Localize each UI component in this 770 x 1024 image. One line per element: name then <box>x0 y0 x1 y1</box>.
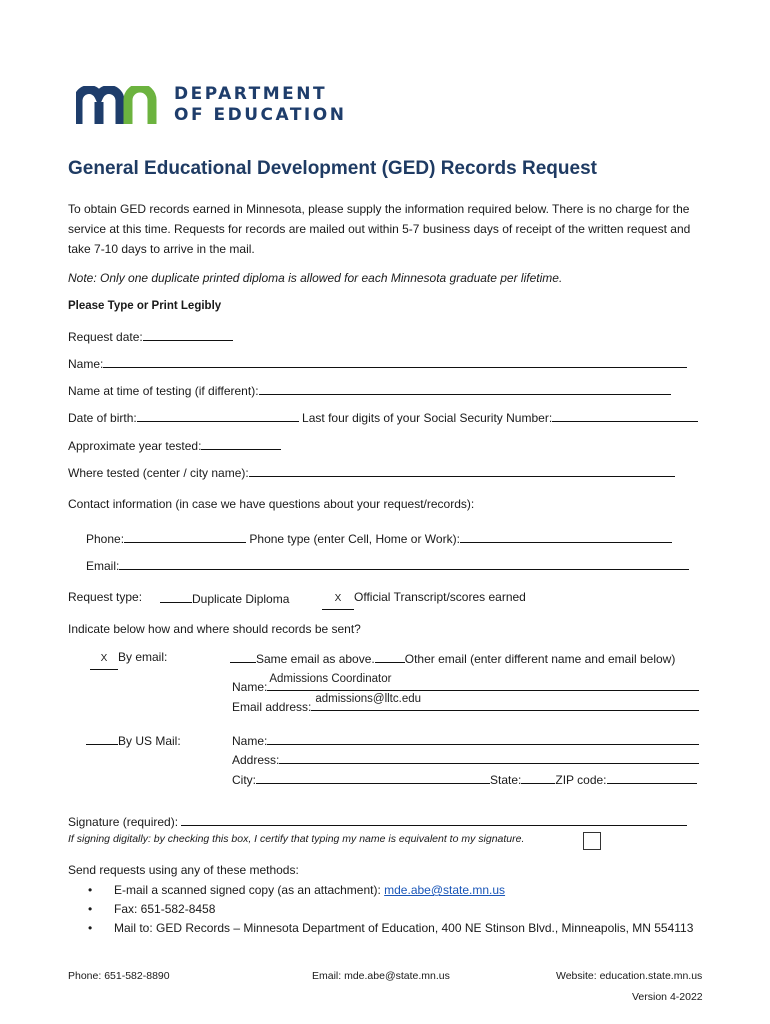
phone-row <box>86 530 672 546</box>
email-label: Email: <box>86 559 120 573</box>
send-fax-item: • Fax: 651-582-8458 <box>68 900 708 919</box>
ssn-label: Last four digits of your Social Security Number: <box>302 411 553 425</box>
other-email-label: Other email (enter different name and email below) <box>404 652 676 666</box>
by-us-mail-field[interactable] <box>86 732 118 745</box>
please-print-heading: Please Type or Print Legibly <box>68 300 222 312</box>
email-address-label: Email address: <box>232 700 312 714</box>
phone-type-field[interactable] <box>460 530 672 543</box>
email-field[interactable] <box>119 557 689 570</box>
by-email-label: By email: <box>118 650 168 664</box>
email-address-value: admissions@lltc.edu <box>315 693 422 705</box>
recipient-name-label: Name: <box>232 680 268 694</box>
send-email-label: E-mail a scanned signed copy (as an attachment): <box>114 883 385 897</box>
year-tested-row <box>68 437 281 453</box>
official-transcript-label: Official Transcript/scores earned <box>354 590 526 604</box>
dob-label: Date of birth: <box>68 411 137 425</box>
phone-type-label: Phone type (enter Cell, Home or Work): <box>249 532 460 546</box>
footer-email: Email: mde.abe@state.mn.us <box>312 970 450 982</box>
where-tested-field[interactable] <box>249 464 675 477</box>
request-date-row <box>68 328 233 344</box>
signature-row <box>68 813 687 829</box>
official-transcript-option[interactable] <box>322 590 526 610</box>
sign-digital-checkbox[interactable] <box>583 832 601 850</box>
email-row <box>86 557 689 573</box>
other-email-field[interactable] <box>375 650 405 663</box>
by-email-mark[interactable]: X <box>90 656 118 670</box>
name-row <box>68 355 687 371</box>
send-email-link[interactable]: mde.abe@state.mn.us <box>384 883 506 897</box>
email-address-row <box>232 693 699 714</box>
duplicate-diploma-option[interactable] <box>160 590 289 606</box>
phone-field[interactable] <box>124 530 246 543</box>
dob-field[interactable] <box>137 409 299 422</box>
where-tested-label: Where tested (center / city name): <box>68 466 249 480</box>
request-date-label: Request date: <box>68 330 143 344</box>
ssn-field[interactable] <box>552 409 698 422</box>
contact-info-heading: Contact information (in case we have questions about your request/records): <box>68 497 475 511</box>
by-us-mail-label: By US Mail: <box>118 734 181 748</box>
official-transcript-mark[interactable]: X <box>322 596 354 610</box>
mail-address-label: Address: <box>232 753 280 767</box>
dob-row <box>68 409 698 425</box>
recipient-name-value: Admissions Coordinator <box>269 673 392 685</box>
page-title: General Educational Development (GED) Records Request <box>68 158 597 179</box>
mail-city-label: City: <box>232 773 256 787</box>
sign-digital-text: If signing digitally: by checking this box, I certify that typing my name is equivalent to my signature. <box>68 833 525 845</box>
send-mail-item: • Mail to: GED Records – Minnesota Department of Education, 400 NE Stinson Blvd., Minneapolis, MN 554113 <box>68 919 708 938</box>
send-intro: Send requests using any of these methods: <box>68 863 299 877</box>
recipient-name-field[interactable] <box>267 673 699 691</box>
name-at-testing-field[interactable] <box>259 382 671 395</box>
phone-label: Phone: <box>86 532 125 546</box>
indicate-heading: Indicate below how and where should records be sent? <box>68 622 361 636</box>
note-text: Note: Only one duplicate printed diploma is allowed for each Minnesota graduate per lifetime. <box>68 271 563 285</box>
footer-version: Version 4-2022 <box>632 991 703 1003</box>
name-at-testing-label: Name at time of testing (if different): <box>68 384 259 398</box>
mail-zip-field[interactable] <box>607 771 697 784</box>
mde-logo <box>76 84 366 128</box>
mail-address-field[interactable] <box>279 751 699 764</box>
year-tested-field[interactable] <box>201 437 281 450</box>
mail-address-row <box>232 751 699 767</box>
mn-logo-icon <box>76 86 162 126</box>
name-at-testing-row <box>68 382 671 398</box>
logo-line1: DEPARTMENT <box>174 84 328 104</box>
year-tested-label: Approximate year tested: <box>68 439 202 453</box>
footer-phone: Phone: 651-582-8890 <box>68 970 170 982</box>
recipient-name-row <box>232 673 699 694</box>
mail-name-row <box>232 732 699 748</box>
signature-label: Signature (required): <box>68 815 179 829</box>
intro-text: To obtain GED records earned in Minnesota, please supply the information required below. There is no charge for the service at this time. Requests for records are mailed out within 5-7 business days of receipt of the written request and take 7-10 days to arrive in the mail. <box>68 202 691 256</box>
mail-state-field[interactable] <box>521 771 555 784</box>
by-email-option[interactable] <box>90 650 167 670</box>
mail-city-row <box>232 771 697 787</box>
send-methods-list <box>68 881 708 938</box>
mail-zip-label: ZIP code: <box>555 773 607 787</box>
signature-field[interactable] <box>181 813 687 826</box>
send-email-item <box>68 881 708 900</box>
by-us-mail-option[interactable] <box>86 732 181 748</box>
request-date-field[interactable] <box>143 328 233 341</box>
footer-website: Website: education.state.mn.us <box>556 970 703 982</box>
request-type-label: Request type: <box>68 590 143 604</box>
where-tested-row <box>68 464 675 480</box>
name-field[interactable] <box>103 355 687 368</box>
mail-name-label: Name: <box>232 734 268 748</box>
duplicate-diploma-field[interactable] <box>160 590 192 603</box>
same-email-label: Same email as above. <box>256 652 375 666</box>
same-email-field[interactable] <box>230 650 256 663</box>
same-email-option[interactable] <box>230 650 675 666</box>
mail-name-field[interactable] <box>267 732 699 745</box>
duplicate-diploma-label: Duplicate Diploma <box>192 592 290 606</box>
mail-state-label: State: <box>490 773 522 787</box>
logo-line2: OF EDUCATION <box>174 105 347 125</box>
email-address-field[interactable] <box>311 693 699 711</box>
name-label: Name: <box>68 357 104 371</box>
mail-city-field[interactable] <box>256 771 490 784</box>
